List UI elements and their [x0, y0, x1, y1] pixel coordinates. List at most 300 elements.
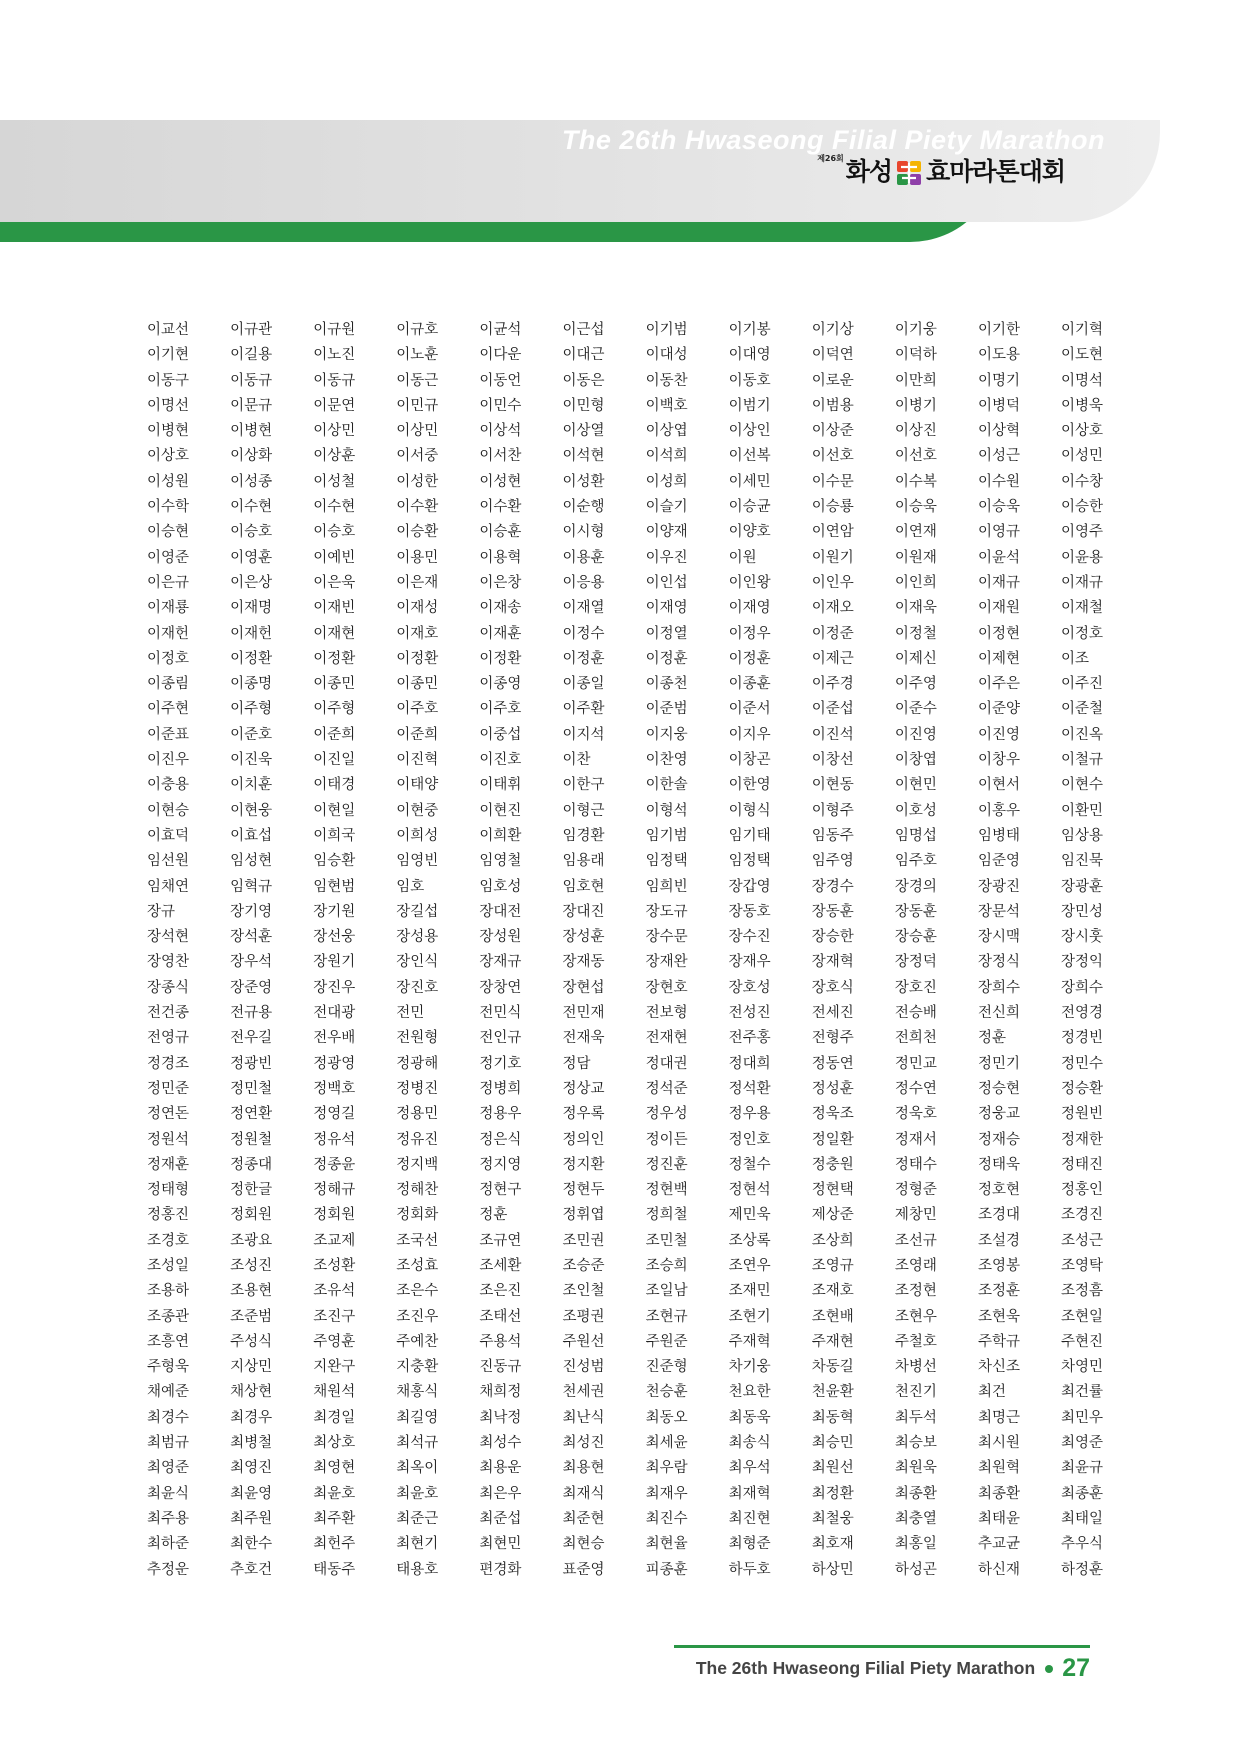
- participant-name: 최은우: [479, 1485, 522, 1502]
- participant-name: 정웅교: [977, 1106, 1020, 1123]
- participant-name: 장민성: [1061, 903, 1104, 920]
- participant-name: 이석희: [645, 448, 688, 465]
- participant-name: 이제근: [811, 650, 854, 667]
- participant-name: 임채연: [147, 878, 190, 895]
- participant-name: 전승배: [894, 1005, 937, 1022]
- participant-name: 이효섭: [230, 827, 273, 844]
- participant-name: 정연환: [230, 1106, 273, 1123]
- participant-name: 이영준: [147, 549, 190, 566]
- participant-name: 최현민: [479, 1536, 522, 1553]
- participant-name: 조준범: [230, 1308, 273, 1325]
- participant-name: 정병희: [479, 1080, 522, 1097]
- participant-name: 이민수: [479, 397, 522, 414]
- participant-name: 제민욱: [728, 1207, 771, 1224]
- participant-name: 이현일: [313, 802, 356, 819]
- participant-name: 이충용: [147, 777, 190, 794]
- participant-name: 차신조: [977, 1359, 1020, 1376]
- participant-name: 조승준: [562, 1257, 605, 1274]
- participant-name: 이용민: [396, 549, 439, 566]
- participant-name: 조규연: [479, 1232, 522, 1249]
- participant-name: 이준희: [396, 726, 439, 743]
- participant-name: 천진기: [894, 1384, 937, 1401]
- participant-name: 조영래: [894, 1257, 937, 1274]
- participant-name: 임희빈: [645, 878, 688, 895]
- participant-name: 이동은: [562, 372, 605, 389]
- participant-name: 이재오: [811, 600, 854, 617]
- participant-name: 이상훈: [313, 448, 356, 465]
- participant-name: 이영주: [1061, 524, 1104, 541]
- participant-name: 이동호: [728, 372, 771, 389]
- participant-name: 이태양: [396, 777, 439, 794]
- participant-name: 최성진: [562, 1435, 605, 1452]
- participant-name: 정지영: [479, 1156, 522, 1173]
- participant-name: 조성근: [1061, 1232, 1104, 1249]
- participant-name: 이상준: [811, 423, 854, 440]
- participant-name: 장진호: [396, 979, 439, 996]
- participant-name: 장준영: [230, 979, 273, 996]
- logo-text-right: 효마라톤대회: [926, 157, 1065, 186]
- participant-name: 이호성: [894, 802, 937, 819]
- participant-name: 이인섭: [645, 574, 688, 591]
- participant-name: 전재현: [645, 1030, 688, 1047]
- participant-name: 임승환: [313, 853, 356, 870]
- participant-name: 이찬영: [645, 752, 688, 769]
- participant-name: 이재열: [562, 600, 605, 617]
- participant-name: 정태수: [894, 1156, 937, 1173]
- participant-name: 이준수: [894, 701, 937, 718]
- participant-name: 최종훈: [1061, 1485, 1104, 1502]
- participant-name: 이상엽: [645, 423, 688, 440]
- participant-name: 정성훈: [811, 1080, 854, 1097]
- participant-name: 이효덕: [147, 827, 190, 844]
- participant-name: 주성식: [230, 1333, 273, 1350]
- participant-name: 추정운: [147, 1561, 190, 1578]
- participant-name: 임영빈: [396, 853, 439, 870]
- participant-name: 이승룡: [811, 499, 854, 516]
- participant-name: 임정택: [728, 853, 771, 870]
- participant-name: 조경진: [1061, 1207, 1104, 1224]
- participant-name: 이승욱: [894, 499, 937, 516]
- participant-name: 이승욱: [977, 499, 1020, 516]
- participant-name: 정민준: [147, 1080, 190, 1097]
- participant-name: 이정환: [313, 650, 356, 667]
- participant-name: 최호재: [811, 1536, 854, 1553]
- participant-name: 조은진: [479, 1283, 522, 1300]
- participant-name: 이창곤: [728, 752, 771, 769]
- participant-name: 최진현: [728, 1510, 771, 1527]
- participant-name: 이선복: [728, 448, 771, 465]
- participant-name: 이인희: [894, 574, 937, 591]
- participant-name: 정현구: [479, 1182, 522, 1199]
- participant-name: 이동규: [313, 372, 356, 389]
- participant-name: 이한솔: [645, 777, 688, 794]
- participant-name: 조용현: [230, 1283, 273, 1300]
- participant-name: 이선호: [894, 448, 937, 465]
- participant-name: 이재빈: [313, 600, 356, 617]
- participant-name: 이용혁: [479, 549, 522, 566]
- participant-name: 최형준: [728, 1536, 771, 1553]
- participant-name: 전건종: [147, 1005, 190, 1022]
- participant-name: 차영민: [1061, 1359, 1104, 1376]
- participant-name: 조연우: [728, 1257, 771, 1274]
- participant-name: 정현석: [728, 1182, 771, 1199]
- participant-name: 조승희: [645, 1257, 688, 1274]
- participant-name: 이상진: [894, 423, 937, 440]
- participant-name: 최원선: [811, 1460, 854, 1477]
- participant-name: 장규: [147, 903, 176, 920]
- participant-name: 이기한: [977, 322, 1020, 338]
- participant-name: 장호진: [894, 979, 937, 996]
- participant-name: 조성환: [313, 1257, 356, 1274]
- participant-name: 정인호: [728, 1131, 771, 1148]
- participant-name: 이재룡: [147, 600, 190, 617]
- participant-name: 장동호: [728, 903, 771, 920]
- participant-name: 이수학: [147, 499, 190, 516]
- participant-name: 최명근: [977, 1409, 1020, 1426]
- participant-name: 이인우: [811, 574, 854, 591]
- participant-name: 차동길: [811, 1359, 854, 1376]
- participant-name: 최영진: [230, 1460, 273, 1477]
- participant-name: 이수창: [1061, 473, 1104, 490]
- participant-name: 정담: [562, 1055, 591, 1072]
- participant-name: 임병태: [977, 827, 1020, 844]
- participant-name: 이상화: [230, 448, 273, 465]
- participant-name: 이균석: [479, 322, 522, 338]
- participant-name: 이상호: [1061, 423, 1104, 440]
- participant-name: 정형준: [894, 1182, 937, 1199]
- participant-name: 이정현: [977, 625, 1020, 642]
- participant-name: 추교균: [977, 1536, 1020, 1553]
- participant-name: 최경일: [313, 1409, 356, 1426]
- participant-name: 최건: [977, 1384, 1006, 1401]
- participant-name: 제상준: [811, 1207, 854, 1224]
- participant-name: 정수연: [894, 1080, 937, 1097]
- participant-name: 이현중: [396, 802, 439, 819]
- participant-name: 최재식: [562, 1485, 605, 1502]
- participant-name: 이명기: [977, 372, 1020, 389]
- participant-name: 최원욱: [894, 1460, 937, 1477]
- participant-name: 장정익: [1061, 954, 1104, 971]
- participant-name: 이명석: [1061, 372, 1104, 389]
- participant-name: 하성곤: [894, 1561, 937, 1578]
- participant-name: 이종훈: [728, 676, 771, 693]
- participant-name: 이재현: [313, 625, 356, 642]
- participant-name: 진성범: [562, 1359, 605, 1376]
- participant-name: 장현호: [645, 979, 688, 996]
- participant-name: 차기웅: [728, 1359, 771, 1376]
- participant-name: 이백호: [645, 397, 688, 414]
- participant-name: 조정현: [894, 1283, 937, 1300]
- participant-name: 전우배: [313, 1030, 356, 1047]
- participant-name: 최석규: [396, 1435, 439, 1452]
- participant-name: 이준호: [230, 726, 273, 743]
- participant-name: 조현배: [811, 1308, 854, 1325]
- participant-name-list: [125, 318, 1125, 1583]
- participant-name: 장수진: [728, 929, 771, 946]
- participant-name: 장대전: [479, 903, 522, 920]
- participant-name: 이희환: [479, 827, 522, 844]
- participant-name: 이한구: [562, 777, 605, 794]
- participant-name: 이진호: [479, 752, 522, 769]
- participant-name: 최범규: [147, 1435, 190, 1452]
- participant-name: 이준철: [1061, 701, 1104, 718]
- participant-name: 이주호: [479, 701, 522, 718]
- participant-name: 조인철: [562, 1283, 605, 1300]
- participant-name: 이동근: [396, 372, 439, 389]
- participant-name: 전영경: [1061, 1005, 1104, 1022]
- participant-name: 임정택: [645, 853, 688, 870]
- participant-name: 조종관: [147, 1308, 190, 1325]
- participant-name: 전영규: [147, 1030, 190, 1047]
- participant-name: 전우길: [230, 1030, 273, 1047]
- participant-name: 이성환: [562, 473, 605, 490]
- participant-name: 이재훈: [479, 625, 522, 642]
- participant-name: 장재규: [479, 954, 522, 971]
- participant-name: 정광빈: [230, 1055, 273, 1072]
- participant-name: 조성진: [230, 1257, 273, 1274]
- participant-name: 조현기: [728, 1308, 771, 1325]
- participant-name: 이주형: [313, 701, 356, 718]
- participant-name: 임동주: [811, 827, 854, 844]
- participant-name: 전재욱: [562, 1030, 605, 1047]
- participant-name: 정충원: [811, 1156, 854, 1173]
- participant-name: 최건률: [1061, 1384, 1104, 1401]
- participant-name: 이교선: [147, 322, 190, 338]
- participant-name: 이성종: [230, 473, 273, 490]
- participant-name: 정종대: [230, 1156, 273, 1173]
- participant-name: 최재혁: [728, 1485, 771, 1502]
- participant-name: 이양호: [728, 524, 771, 541]
- participant-name: 이정환: [396, 650, 439, 667]
- participant-name: 최태일: [1061, 1510, 1104, 1527]
- participant-name: 최윤호: [396, 1485, 439, 1502]
- participant-name: 이영훈: [230, 549, 273, 566]
- participant-name: 진동규: [479, 1359, 522, 1376]
- participant-name: 이제신: [894, 650, 937, 667]
- participant-name: 조광요: [230, 1232, 273, 1249]
- participant-name: 이용훈: [562, 549, 605, 566]
- participant-name: 이태경: [313, 777, 356, 794]
- participant-name: 장동훈: [894, 903, 937, 920]
- participant-name: 이주은: [977, 676, 1020, 693]
- participant-name: 최현승: [562, 1536, 605, 1553]
- participant-name: 이수환: [479, 499, 522, 516]
- participant-name: 이예빈: [313, 549, 356, 566]
- participant-name: 이주환: [562, 701, 605, 718]
- participant-name: 정우록: [562, 1106, 605, 1123]
- participant-name: 이한영: [728, 777, 771, 794]
- participant-name: 임성현: [230, 853, 273, 870]
- participant-name: 조용하: [147, 1283, 190, 1300]
- participant-name: 임호: [396, 878, 425, 895]
- participant-name: 최영현: [313, 1460, 356, 1477]
- participant-name: 조재호: [811, 1283, 854, 1300]
- participant-name: 정훈: [479, 1207, 508, 1224]
- participant-name: 이현민: [894, 777, 937, 794]
- participant-name: 전형주: [811, 1030, 854, 1047]
- participant-name: 이현서: [977, 777, 1020, 794]
- participant-name: 이원기: [811, 549, 854, 566]
- participant-name: 장재혁: [811, 954, 854, 971]
- participant-name: 최성수: [479, 1435, 522, 1452]
- participant-name: 이현수: [1061, 777, 1104, 794]
- participant-name: 정철수: [728, 1156, 771, 1173]
- participant-name: 장우석: [230, 954, 273, 971]
- participant-name: 이은상: [230, 574, 273, 591]
- logo-edition-label: 제26회: [817, 154, 844, 163]
- participant-name: 이민규: [396, 397, 439, 414]
- participant-name: 이형석: [645, 802, 688, 819]
- participant-name: 이성한: [396, 473, 439, 490]
- participant-name: 정동연: [811, 1055, 854, 1072]
- participant-name: 이형식: [728, 802, 771, 819]
- participant-name: 최현율: [645, 1536, 688, 1553]
- participant-name: 이승환: [396, 524, 439, 541]
- participant-name: 임현범: [313, 878, 356, 895]
- participant-name: 조진우: [396, 1308, 439, 1325]
- participant-name: 전보형: [645, 1005, 688, 1022]
- participant-name: 지상민: [230, 1359, 273, 1376]
- participant-name: 이동구: [147, 372, 190, 389]
- participant-name: 이현동: [811, 777, 854, 794]
- participant-name: 이근섭: [562, 322, 605, 338]
- participant-name: 최준섭: [479, 1510, 522, 1527]
- participant-name: 최주용: [147, 1510, 190, 1527]
- participant-name: 최주환: [313, 1510, 356, 1527]
- participant-name: 이현승: [147, 802, 190, 819]
- participant-name: 이정훈: [562, 650, 605, 667]
- participant-name: 임영철: [479, 853, 522, 870]
- participant-name: 조현일: [1061, 1308, 1104, 1325]
- participant-name: 이명선: [147, 397, 190, 414]
- participant-name: 이진욱: [230, 752, 273, 769]
- participant-name: 이현웅: [230, 802, 273, 819]
- participant-name: 장영찬: [147, 954, 190, 971]
- participant-name: 조설경: [977, 1232, 1020, 1249]
- participant-name: 최승보: [894, 1435, 937, 1452]
- participant-name: 채상현: [230, 1384, 273, 1401]
- participant-name: 주용석: [479, 1333, 522, 1350]
- participant-name: 추호건: [230, 1561, 273, 1578]
- participant-name: 이석현: [562, 448, 605, 465]
- participant-name: 최태윤: [977, 1510, 1020, 1527]
- participant-name: 이수현: [313, 499, 356, 516]
- participant-name: 이정호: [1061, 625, 1104, 642]
- participant-name: 이윤석: [977, 549, 1020, 566]
- participant-name: 전민: [396, 1005, 425, 1022]
- participant-name: 정재승: [977, 1131, 1020, 1148]
- participant-name: 이성현: [479, 473, 522, 490]
- participant-name: 이순행: [562, 499, 605, 516]
- participant-name: 정대권: [645, 1055, 688, 1072]
- participant-name: 장종식: [147, 979, 190, 996]
- participant-name: 이준범: [645, 701, 688, 718]
- participant-name: 장재우: [728, 954, 771, 971]
- participant-name: 이병기: [894, 397, 937, 414]
- participant-name: 최원혁: [977, 1460, 1020, 1477]
- participant-name: 주원준: [645, 1333, 688, 1350]
- participant-name: 장재완: [645, 954, 688, 971]
- participant-name: 이만희: [894, 372, 937, 389]
- participant-name: 조국선: [396, 1232, 439, 1249]
- participant-name: 조민권: [562, 1232, 605, 1249]
- participant-name: 이병현: [230, 423, 273, 440]
- participant-name: 정홍진: [147, 1207, 190, 1224]
- participant-name: 최준근: [396, 1510, 439, 1527]
- participant-name: 최용운: [479, 1460, 522, 1477]
- participant-name: 임기범: [645, 827, 688, 844]
- participant-name: 정회화: [396, 1207, 439, 1224]
- participant-name: 이기범: [645, 322, 688, 338]
- participant-name: 최재우: [645, 1485, 688, 1502]
- participant-name: 이정준: [811, 625, 854, 642]
- participant-name: 조태선: [479, 1308, 522, 1325]
- participant-name: 추우식: [1061, 1536, 1104, 1553]
- participant-name: 정욱조: [811, 1106, 854, 1123]
- participant-name: 조영규: [811, 1257, 854, 1274]
- participant-name: 임호성: [479, 878, 522, 895]
- participant-name: 이재철: [1061, 600, 1104, 617]
- participant-name: 최우석: [728, 1460, 771, 1477]
- participant-name: 정용우: [479, 1106, 522, 1123]
- participant-name: 정현백: [645, 1182, 688, 1199]
- participant-name: 임선원: [147, 853, 190, 870]
- participant-name: 이형근: [562, 802, 605, 819]
- participant-name: 장재동: [562, 954, 605, 971]
- participant-name: 임혁규: [230, 878, 273, 895]
- participant-name: 채홍식: [396, 1384, 439, 1401]
- participant-name: 정지백: [396, 1156, 439, 1173]
- participant-name: 장정식: [977, 954, 1020, 971]
- participant-name: 채예준: [147, 1384, 190, 1401]
- participant-name: 전희천: [894, 1030, 937, 1047]
- participant-name: 이승호: [230, 524, 273, 541]
- participant-name: 정진훈: [645, 1156, 688, 1173]
- participant-name: 이응용: [562, 574, 605, 591]
- footer-divider: [674, 1645, 1090, 1648]
- participant-name: 최옥이: [396, 1460, 439, 1477]
- participant-name: 조상록: [728, 1232, 771, 1249]
- participant-name: 이종일: [562, 676, 605, 693]
- participant-name: 장승한: [811, 929, 854, 946]
- participant-name: 정백호: [313, 1080, 356, 1097]
- participant-name: 전원형: [396, 1030, 439, 1047]
- participant-name: 이슬기: [645, 499, 688, 516]
- participant-name: 이도현: [1061, 347, 1104, 364]
- participant-name: 이승균: [728, 499, 771, 516]
- participant-name: 이연암: [811, 524, 854, 541]
- participant-name: 이준서: [728, 701, 771, 718]
- participant-name: 이주경: [811, 676, 854, 693]
- participant-name: 이상열: [562, 423, 605, 440]
- participant-name: 최경우: [230, 1409, 273, 1426]
- participant-name: 장경수: [811, 878, 854, 895]
- participant-name: 이문연: [313, 397, 356, 414]
- participant-name: 조선규: [894, 1232, 937, 1249]
- participant-name: 이승훈: [479, 524, 522, 541]
- participant-name: 이은규: [147, 574, 190, 591]
- participant-name: 전세진: [811, 1005, 854, 1022]
- participant-name: 이현진: [479, 802, 522, 819]
- participant-name: 하신재: [977, 1561, 1020, 1578]
- participant-name: 최우람: [645, 1460, 688, 1477]
- participant-name: 이주진: [1061, 676, 1104, 693]
- participant-name: 이준양: [977, 701, 1020, 718]
- participant-name: 이길용: [230, 347, 273, 364]
- participant-name: 이다운: [479, 347, 522, 364]
- participant-name: 최헌주: [313, 1536, 356, 1553]
- participant-name: 이영규: [977, 524, 1020, 541]
